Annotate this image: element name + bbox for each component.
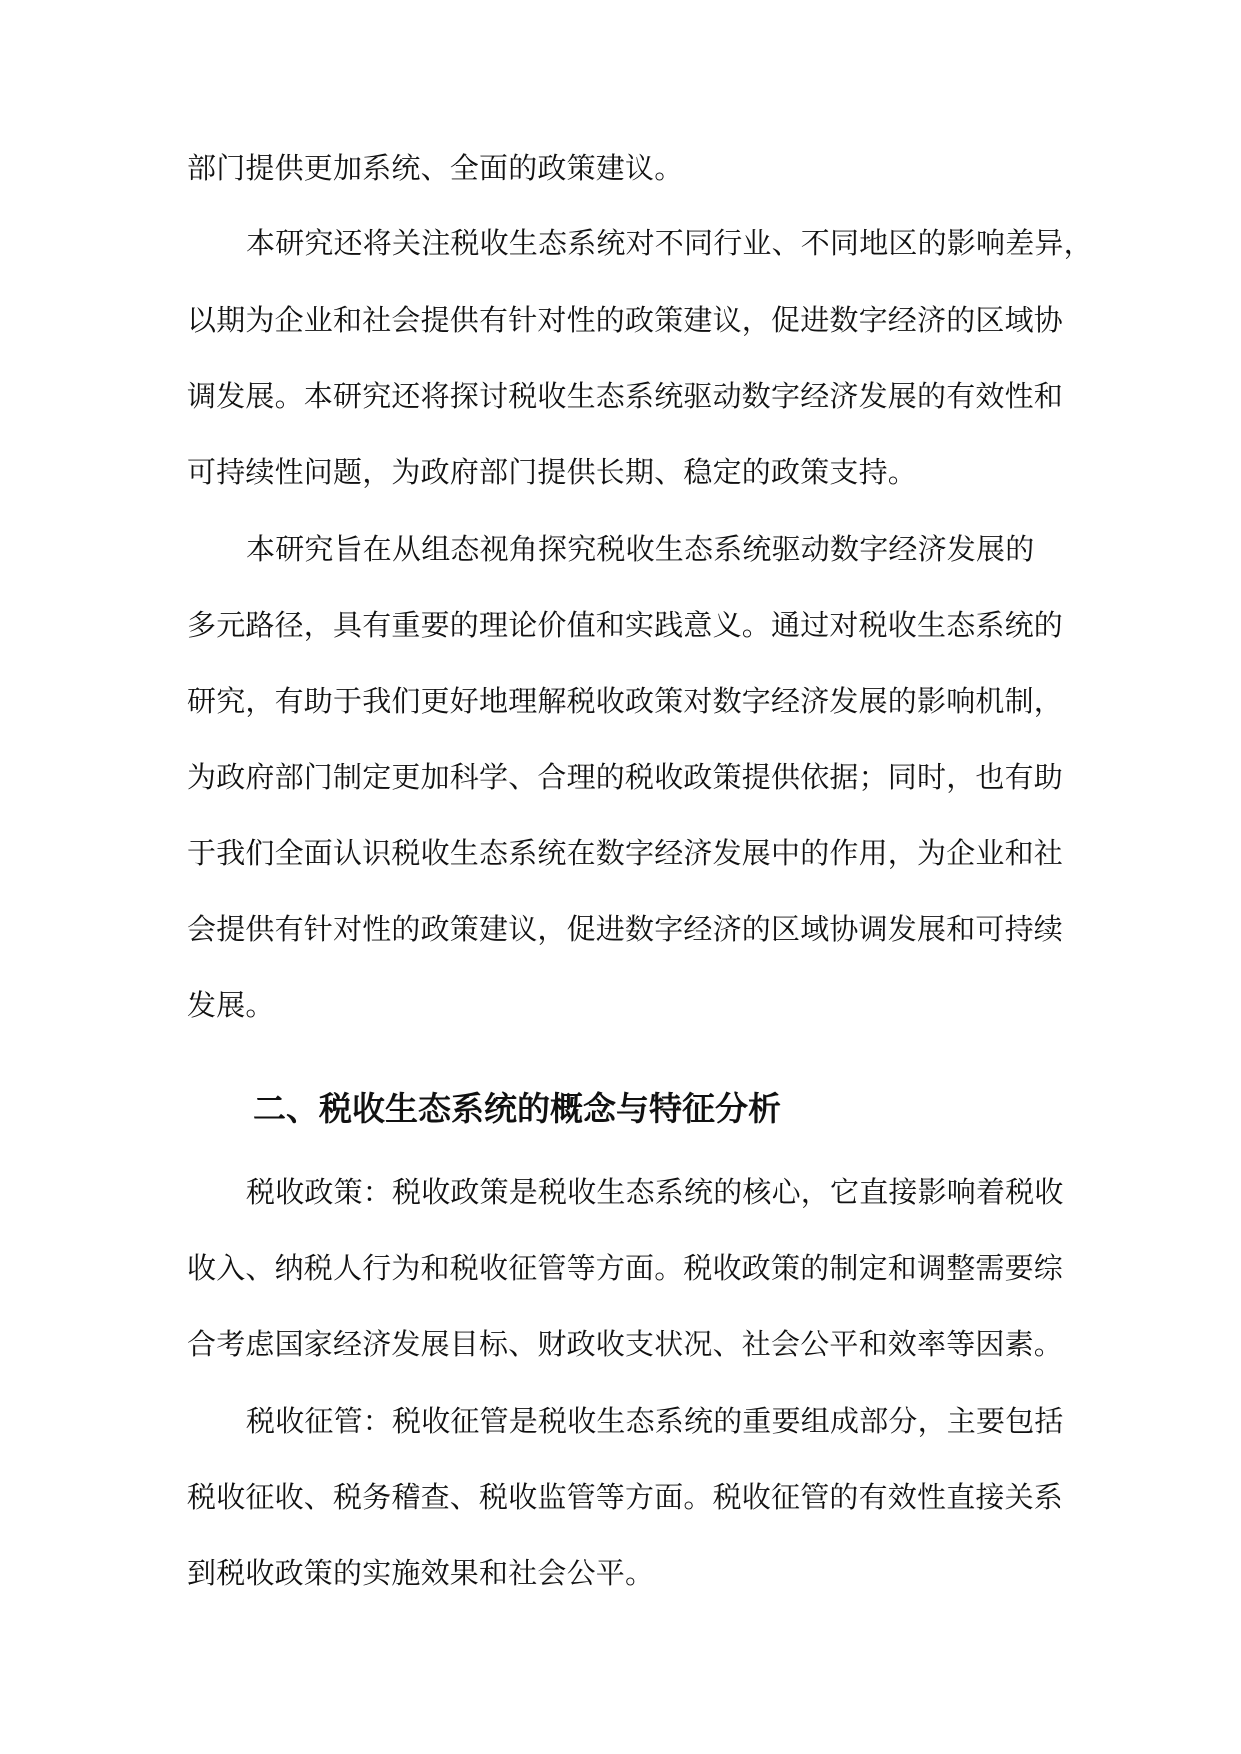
- paragraph-line: 部门提供更加系统、全面的政策建议。: [187, 151, 684, 185]
- paragraph-line: 税收征管：税收征管是税收生态系统的重要组成部分，主要包括: [246, 1404, 1064, 1438]
- paragraph-line: 为政府部门制定更加科学、合理的税收政策提供依据；同时，也有助: [187, 760, 1064, 794]
- paragraph-line: 税收政策：税收政策是税收生态系统的核心，它直接影响着税收: [246, 1175, 1064, 1209]
- paragraph-line: 本研究还将关注税收生态系统对不同行业、不同地区的影响差异，: [246, 226, 1093, 260]
- paragraph-line: 于我们全面认识税收生态系统在数字经济发展中的作用，为企业和社: [187, 836, 1064, 870]
- section-heading: 二、税收生态系统的概念与特征分析: [253, 1089, 781, 1128]
- paragraph-line: 税收征收、税务稽查、税收监管等方面。税收征管的有效性直接关系: [187, 1480, 1064, 1514]
- paragraph-line: 调发展。本研究还将探讨税收生态系统驱动数字经济发展的有效性和: [187, 379, 1064, 413]
- paragraph-line: 多元路径，具有重要的理论价值和实践意义。通过对税收生态系统的: [187, 608, 1064, 642]
- paragraph-line: 研究，有助于我们更好地理解税收政策对数字经济发展的影响机制，: [187, 684, 1064, 718]
- paragraph-line: 以期为企业和社会提供有针对性的政策建议，促进数字经济的区域协: [187, 303, 1064, 337]
- paragraph-line: 可持续性问题，为政府部门提供长期、稳定的政策支持。: [187, 455, 918, 489]
- paragraph-line: 合考虑国家经济发展目标、财政收支状况、社会公平和效率等因素。: [187, 1327, 1064, 1361]
- paragraph-line: 本研究旨在从组态视角探究税收生态系统驱动数字经济发展的: [246, 532, 1035, 566]
- paragraph-line: 到税收政策的实施效果和社会公平。: [187, 1556, 655, 1590]
- paragraph-line: 发展。: [187, 988, 275, 1022]
- paragraph-line: 收入、纳税人行为和税收征管等方面。税收政策的制定和调整需要综: [187, 1251, 1064, 1285]
- paragraph-line: 会提供有针对性的政策建议，促进数字经济的区域协调发展和可持续: [187, 912, 1064, 946]
